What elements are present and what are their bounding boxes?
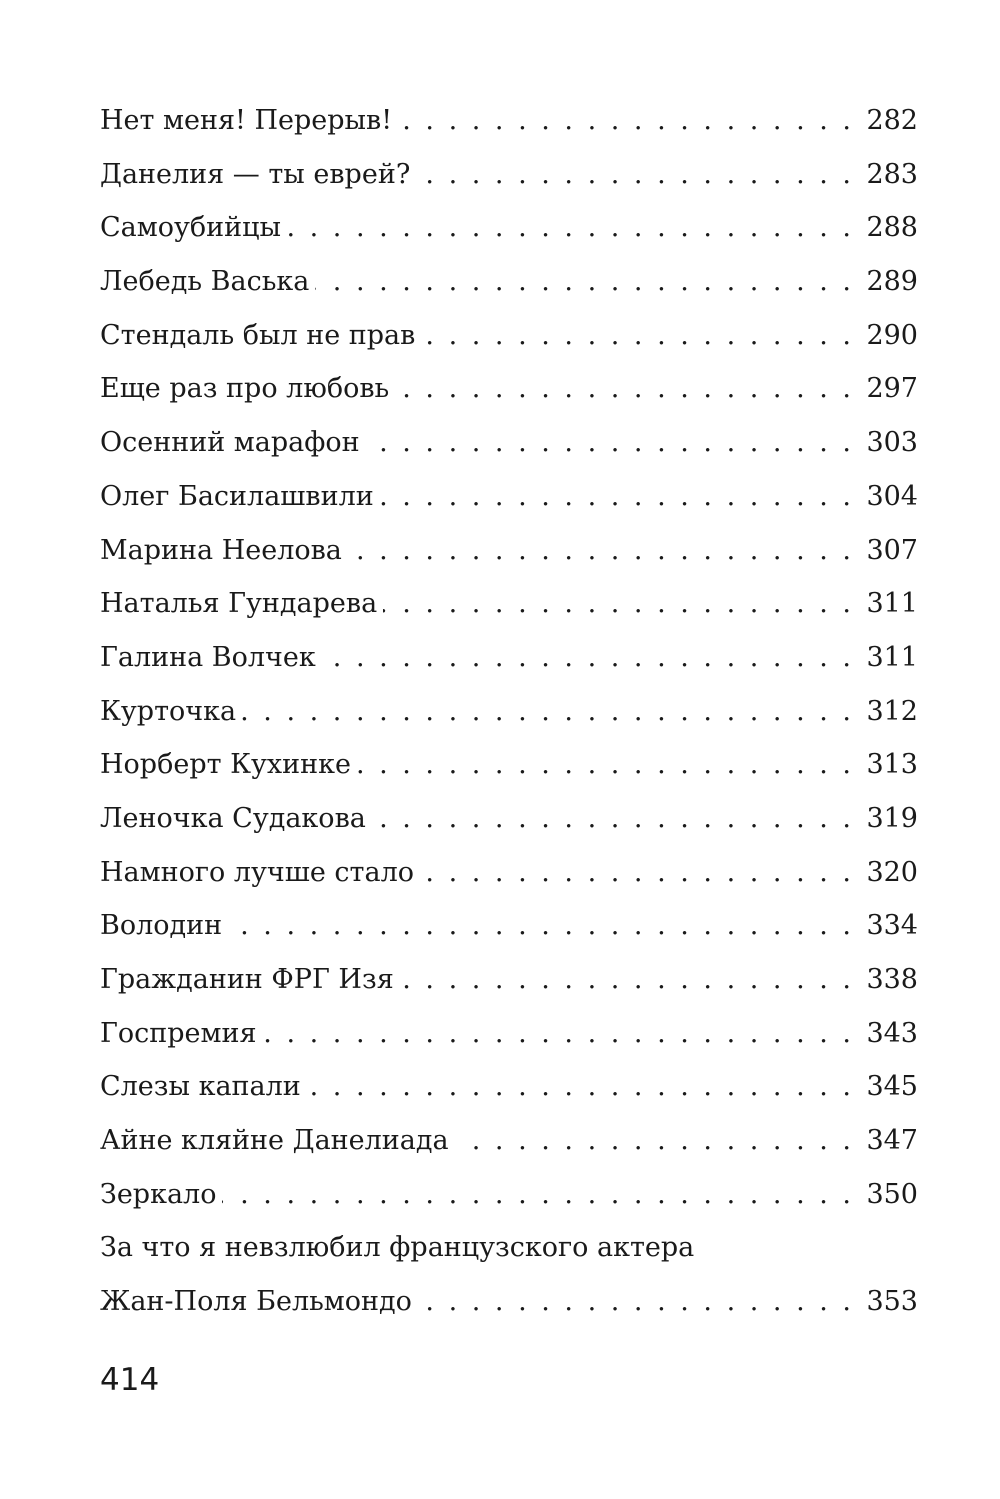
- toc-leader-dots: [287, 201, 854, 255]
- toc-leader-dots: [420, 846, 854, 900]
- toc-entry-title: Марина Неелова: [100, 534, 342, 566]
- toc-leader-dots: [455, 1114, 854, 1168]
- toc-entry: [100, 631, 918, 685]
- toc-entry-title: Самоубийцы: [100, 212, 281, 244]
- toc-entry-title: Стендаль был не прав: [100, 319, 416, 351]
- toc-entry-page: 320: [866, 856, 918, 888]
- toc-entry-page: 282: [866, 105, 918, 136]
- toc-entry-title: Норберт Кухинке: [100, 749, 351, 781]
- toc-entry-title: Госпремия: [100, 1017, 257, 1049]
- toc-entry: [100, 1007, 918, 1061]
- toc-leader-dots: [418, 1275, 854, 1329]
- page-number: 414: [100, 1362, 160, 1398]
- toc-entry: [100, 1168, 918, 1222]
- toc-entry: [100, 255, 918, 309]
- toc-entry: [100, 899, 918, 953]
- toc-entry-page: 283: [866, 158, 918, 190]
- toc-entry-title: Намного лучше стало: [100, 856, 414, 888]
- toc-entry: [100, 685, 918, 739]
- toc-leader-dots: [228, 899, 854, 953]
- toc-entry: [100, 94, 918, 148]
- toc-entry-title: Еще раз про любовь: [100, 373, 390, 405]
- toc-leader-dots: [307, 1060, 854, 1114]
- toc-entry-title: За что я невзлюбил французского актера: [100, 1232, 695, 1264]
- toc-entry: [100, 362, 918, 416]
- toc-entry-page: 304: [866, 480, 918, 512]
- toc-leader-dots: [348, 524, 854, 578]
- toc-entry-page: 307: [866, 534, 918, 566]
- toc-entry: [100, 416, 918, 470]
- toc-entry-title: Жан-Поля Бельмондо: [100, 1286, 412, 1318]
- toc-entry-title: Леночка Судакова: [100, 802, 366, 834]
- toc-entry-title: Слезы капали: [100, 1071, 301, 1103]
- toc-entry: [100, 846, 918, 900]
- toc-entry-page: 347: [866, 1125, 918, 1157]
- table-of-contents: [100, 94, 918, 1329]
- toc-entry-page: 311: [866, 588, 918, 620]
- toc-entry-title: Осенний марафон: [100, 427, 360, 459]
- toc-leader-dots: [222, 1168, 854, 1222]
- toc-leader-dots: [366, 416, 854, 470]
- toc-entry-page: 312: [866, 695, 918, 727]
- toc-entry-title: Наталья Гундарева: [100, 588, 378, 620]
- toc-entry-page: 311: [866, 641, 918, 673]
- toc-entry: [100, 309, 918, 363]
- toc-entry-title: Лебедь Васька: [100, 266, 310, 298]
- toc-entry-page: 297: [866, 373, 918, 405]
- toc-entry: [100, 953, 918, 1007]
- toc-entry-title: Галина Волчек: [100, 641, 316, 673]
- toc-leader-dots: [400, 953, 854, 1007]
- toc-entry: [100, 577, 918, 631]
- toc-leader-dots: [416, 148, 854, 202]
- toc-entry-title: Данелия — ты еврей?: [100, 158, 411, 190]
- toc-entry-page: 288: [866, 212, 918, 244]
- toc-leader-dots: [395, 362, 854, 416]
- toc-entry: [100, 1275, 918, 1329]
- toc-entry: [100, 148, 918, 202]
- toc-entry-page: 313: [866, 749, 918, 781]
- toc-leader-dots: [263, 1007, 854, 1061]
- toc-entry: [100, 1060, 918, 1114]
- toc-entry-title: Курточка: [100, 695, 237, 727]
- toc-entry-page: 334: [866, 910, 918, 942]
- toc-entry-page: 319: [866, 802, 918, 834]
- toc-entry: [100, 738, 918, 792]
- toc-entry: [100, 524, 918, 578]
- toc-leader-dots: [242, 685, 854, 739]
- toc-entry-page: 345: [866, 1071, 918, 1103]
- toc-leader-dots: [372, 792, 854, 846]
- toc-leader-dots: [383, 577, 854, 631]
- toc-entry: [100, 1114, 918, 1168]
- toc-entry-title: Нет меня! Перерыв!: [100, 105, 393, 136]
- toc-entry-page: 353: [866, 1286, 918, 1318]
- toc-entry-page: 289: [866, 266, 918, 298]
- toc-leader-dots: [322, 631, 854, 685]
- toc-entry: [100, 470, 918, 524]
- toc-entry-page: 343: [866, 1017, 918, 1049]
- toc-entry-page: 338: [866, 964, 918, 995]
- toc-entry-page: 350: [866, 1178, 918, 1210]
- toc-entry-title: Володин: [100, 910, 223, 942]
- toc-leader-dots: [398, 94, 854, 148]
- toc-leader-dots: [315, 255, 854, 309]
- toc-leader-dots: [421, 309, 854, 363]
- toc-entry: [100, 792, 918, 846]
- toc-leader-dots: [357, 738, 854, 792]
- toc-entry: [100, 1221, 918, 1275]
- toc-entry-page: 290: [866, 319, 918, 351]
- toc-leader-dots: [380, 470, 854, 524]
- toc-entry-title: Зеркало: [100, 1178, 217, 1210]
- toc-entry-title: Олег Басилашвили: [100, 480, 374, 512]
- toc-entry-title: Айне кляйне Данелиада: [100, 1125, 449, 1157]
- toc-entry-title: Гражданин ФРГ Изя: [100, 964, 394, 995]
- toc-entry-page: 303: [866, 427, 918, 459]
- toc-entry: [100, 201, 918, 255]
